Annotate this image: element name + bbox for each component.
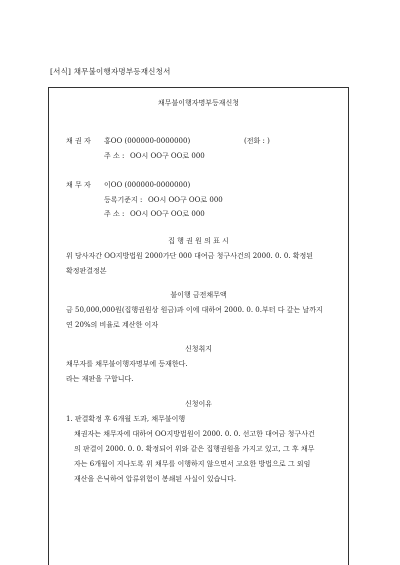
reason-item1-title: 1. 판결확정 후 6개월 도과, 채무불이행 (66, 415, 186, 423)
purpose-heading: 신청취지 (184, 345, 213, 353)
debtor-address: OO시 OO구 OO로 000 (130, 210, 205, 218)
debt-line1: 금 50,000,000원(집행권원상 원금)과 이에 대하여 2000. 0. 0.부터 다 갚는 날까지 (66, 306, 323, 314)
creditor-label: 채 권 자 (66, 137, 91, 145)
purpose-line2: 라는 재판을 구합니다. (66, 375, 134, 383)
debtor-name: 이OO (000000-0000000) (104, 181, 191, 189)
reason-item1-line: 채권자는 채무자에 대하여 OO지방법원이 2000. 0. 0. 선고한 대여금 청구사건 (74, 430, 315, 438)
creditor-address-label: 주 소 : (104, 152, 125, 160)
debtor-registry: OO시 OO구 OO로 000 (148, 196, 223, 204)
debt-heading: 불이행 금전채무액 (170, 291, 227, 299)
reason-item1-line: 재산을 은닉하여 압류위험이 봉쇄된 사실이 있습니다. (74, 475, 237, 483)
debt-line2: 연 20%의 비율로 계산한 이자 (66, 321, 159, 329)
creditor-address: OO시 OO구 OO로 000 (130, 152, 205, 160)
reason-item1-line: 자는 6개월이 지나도록 위 채무를 이행하지 않으면서 고요한 방법으로 그 외임 (74, 460, 311, 468)
debtor-address-label: 주 소 : (104, 210, 125, 218)
creditor-phone: (전화 : ) (244, 137, 270, 145)
reason-item1-line: 의 판결이 2000. 0. 0. 확정되어 위와 같은 집행권원을 가지고 있고, 그 후 채무 (74, 445, 315, 453)
reasons-heading: 신청이유 (184, 400, 213, 408)
execution-title-line2: 확정판결정본 (66, 267, 107, 275)
debtor-label: 채 무 자 (66, 181, 91, 189)
form-label: [서식] 채무불이행자명부등재신청서 (50, 67, 171, 76)
execution-title-line1: 위 당사자간 OO지방법원 2000가단 000 대여금 청구사건의 2000. 0. 0. 확정된 (66, 252, 314, 260)
document-title: 채무불이행자명부등재신청 (157, 99, 240, 107)
execution-title-heading: 집 행 권 원 의 표 시 (168, 237, 229, 245)
debtor-registry-label: 등록기준지 : (104, 196, 143, 204)
purpose-line1: 채무자를 채무불이행자명부에 등재한다. (66, 360, 188, 368)
creditor-name: 홍OO (000000-0000000) (104, 137, 191, 145)
